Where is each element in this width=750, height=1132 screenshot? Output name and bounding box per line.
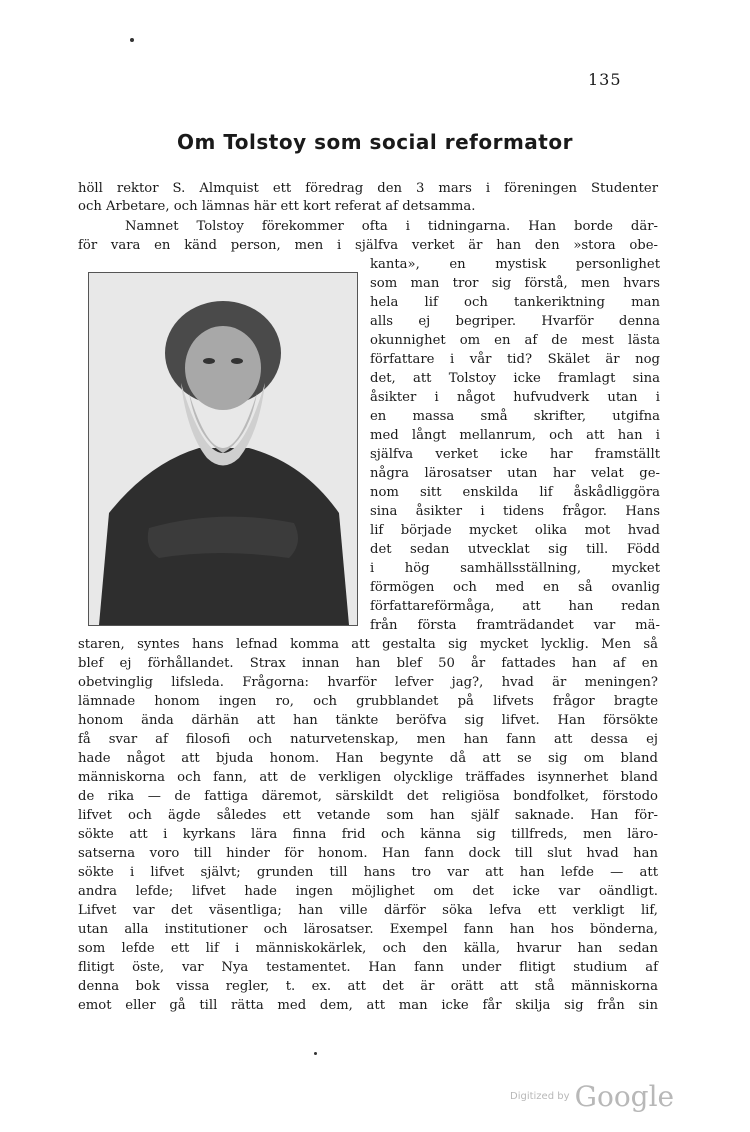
text-line: sökte i lifvet självt; grunden till hans tro var att han lefde — att	[78, 865, 658, 880]
text-line: andra lefde; lifvet hade ingen möjlighet om det icke var oändligt.	[78, 884, 658, 899]
text-line: i hög samhällsställning, mycket	[370, 561, 660, 576]
portrait-image	[89, 273, 357, 625]
text-line: som man tror sig förstå, men hvars	[370, 276, 660, 291]
text-line: en massa små skrifter, utgifna	[370, 409, 660, 424]
text-line: höll rektor S. Almquist ett föredrag den 3 mars i föreningen Studenter	[78, 181, 658, 196]
text-line: lifvet och ägde således ett vetande som han själf saknade. Han för-	[78, 808, 658, 823]
text-line: de rika — de fattiga däremot, särskildt det religiösa bondfolket, förstodo	[78, 789, 658, 804]
text-line: staren, syntes hans lefnad komma att gestalta sig mycket lycklig. Men så	[78, 637, 658, 652]
text-line: sökte att i kyrkans lära finna frid och känna sig tillfreds, men läro-	[78, 827, 658, 842]
article-title: Om Tolstoy som social reformator	[177, 130, 573, 154]
text-line: åsikter i något hufvudverk utan i	[370, 390, 660, 405]
text-line: författareförmåga, att han redan	[370, 599, 660, 614]
text-line: det, att Tolstoy icke framlagt sina	[370, 371, 660, 386]
text-line: själfva verket icke har framställt	[370, 447, 660, 462]
digitized-watermark	[510, 1080, 674, 1113]
text-line: obetvinglig lifsleda. Frågorna: hvarför lefver jag?, hvad är meningen?	[78, 675, 658, 690]
text-line: några lärosatser utan har velat ge-	[370, 466, 660, 481]
page-number: 135	[588, 70, 622, 89]
text-line: Lifvet var det väsentliga; han ville därför söka lefva ett verkligt lif,	[78, 903, 658, 918]
text-line: honom ända därhän att han tänkte beröfva sig lifvet. Han försökte	[78, 713, 658, 728]
text-line: och Arbetare, och lämnas här ett kort referat af detsamma.	[78, 199, 476, 214]
text-line: alls ej begriper. Hvarför denna	[370, 314, 660, 329]
text-line: lif började mycket olika mot hvad	[370, 523, 660, 538]
text-line: hela lif och tankeriktning man	[370, 295, 660, 310]
text-line: förmögen och med en så ovanlig	[370, 580, 660, 595]
text-line: Namnet Tolstoy förekommer ofta i tidningarna. Han borde där-	[125, 219, 658, 234]
text-line: hade något att bjuda honom. Han begynte då att se sig om bland	[78, 751, 658, 766]
text-line: lämnade honom ingen ro, och grubblandet på lifvets frågor bragte	[78, 694, 658, 709]
text-line: blef ej förhållandet. Strax innan han blef 50 år fattades han af en	[78, 656, 658, 671]
text-line: få svar af filosofi och naturvetenskap, men han fann att dessa ej	[78, 732, 658, 747]
text-line: nom sitt enskilda lif åskådliggöra	[370, 485, 660, 500]
text-line: människorna och fann, att de verkligen olycklige träffades isynnerhet bland	[78, 770, 658, 785]
text-line: utan alla institutioner och lärosatser. Exempel fann han hos bönderna,	[78, 922, 658, 937]
text-line: med långt mellanrum, och att han i	[370, 428, 660, 443]
text-line: för vara en känd person, men i själfva verket är han den »stora obe-	[78, 238, 658, 253]
text-line: kanta», en mystisk personlighet	[370, 257, 660, 272]
text-line: okunnighet om en af de mest lästa	[370, 333, 660, 348]
ink-speck	[314, 1052, 317, 1055]
text-line: sina åsikter i tidens frågor. Hans	[370, 504, 660, 519]
text-line: som lefde ett lif i människokärlek, och den källa, hvarur han sedan	[78, 941, 658, 956]
text-line: från första framträdandet var mä-	[370, 618, 660, 633]
text-line: författare i vår tid? Skälet är nog	[370, 352, 660, 367]
watermark-prefix: Digitized by	[510, 1091, 570, 1102]
text-line: det sedan utvecklat sig till. Född	[370, 542, 660, 557]
text-line: satserna voro till hinder för honom. Han fann dock till slut hvad han	[78, 846, 658, 861]
text-line: denna bok vissa regler, t. ex. att det är orätt att stå människorna	[78, 979, 658, 994]
watermark-brand: Google	[574, 1080, 675, 1113]
portrait-figure	[88, 272, 358, 626]
text-line: emot eller gå till rätta med dem, att man icke får skilja sig från sin	[78, 998, 658, 1013]
text-line: flitigt öste, var Nya testamentet. Han fann under flitigt studium af	[78, 960, 658, 975]
ink-speck	[130, 38, 134, 42]
